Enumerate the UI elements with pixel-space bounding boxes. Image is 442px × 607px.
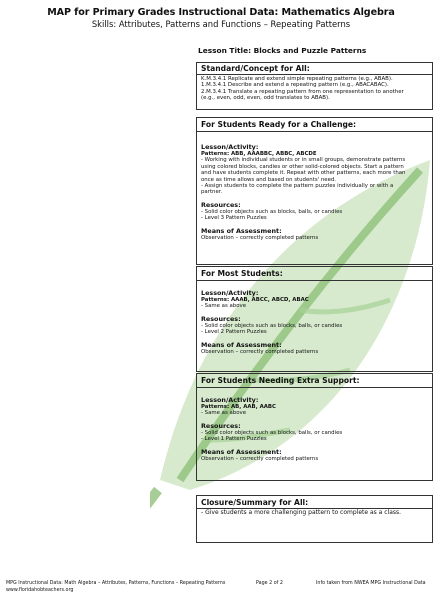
standard-box — [196, 62, 433, 110]
most-resources-heading: Resources: — [201, 314, 241, 323]
most-lesson-heading: Lesson/Activity: — [201, 289, 259, 297]
standard-line: 1.M.3.4.1 Describe and extend a repeating pattern (e.g., ABACABAC). — [201, 82, 389, 89]
standard-heading: Standard/Concept for All: — [197, 63, 432, 75]
support-heading: For Students Needing Extra Support: — [197, 374, 432, 388]
challenge-activity-line: partner. — [201, 189, 223, 196]
challenge-assessment: Observation – correctly completed patterns — [201, 234, 319, 241]
most-students-box — [196, 266, 433, 372]
closure-line: - Give students a more challenging pattern to complete as a class. — [201, 509, 402, 516]
challenge-activity-line: - Assign students to complete the pattern puzzles individually or with a — [201, 183, 394, 190]
support-resources-heading: Resources: — [201, 421, 241, 430]
most-resource: - Solid color objects such as blocks, balls, or candies — [201, 322, 343, 329]
challenge-patterns: Patterns: ABB, AAABBC, ABBC, ABCDE — [201, 151, 317, 157]
footer-source: Info taken from NWEA MPG Instructional Data — [316, 581, 426, 586]
most-patterns: Patterns: AAAB, ABCC, ABCD, ABAC — [201, 297, 309, 303]
standard-line: (e.g., even, odd, even, odd translates to ABAB). — [201, 95, 330, 102]
challenge-activity-line: and have students complete it. Repeat with other patterns, each more than — [201, 170, 406, 177]
challenge-resources-heading: Resources: — [201, 200, 241, 209]
footer-website: www.floridahobteachers.org — [6, 588, 74, 593]
challenge-heading: For Students Ready for a Challenge: — [197, 118, 432, 132]
challenge-box — [196, 117, 433, 265]
support-assessment-heading: Means of Assessment: — [201, 447, 282, 456]
challenge-activity-line: once as time allows and based on students' need. — [201, 176, 337, 183]
lesson-title: Lesson Title: Blocks and Puzzle Patterns — [198, 46, 367, 55]
support-lesson-heading: Lesson/Activity: — [201, 396, 259, 404]
most-activity-line: - Same as above — [201, 303, 247, 310]
challenge-resource: - Solid color objects such as blocks, balls, or candies — [201, 208, 343, 215]
support-resource: - Solid color objects such as blocks, balls, or candies — [201, 429, 343, 436]
document-subtitle: Skills: Attributes, Patterns and Functions – Repeating Patterns — [91, 19, 351, 29]
document-title: MAP for Primary Grades Instructional Data: Mathematics Algebra — [47, 7, 395, 18]
support-activity-line: - Same as above — [201, 410, 247, 417]
most-assessment-heading: Means of Assessment: — [201, 340, 282, 349]
support-patterns: Patterns: AB, AAB, AABC — [201, 404, 276, 410]
standard-line: 2.M.3.4.1 Translate a repeating pattern from one representation to another — [201, 88, 404, 95]
challenge-resource: - Level 3 Pattern Puzzles — [201, 215, 267, 222]
extra-support-box — [196, 373, 433, 481]
challenge-activity-line: - Working with individual students or in small groups, demonstrate patterns — [201, 157, 406, 164]
challenge-activity-line: using colored blocks, candies or other solid-colored objects. Start a pattern — [201, 163, 404, 170]
closure-heading: Closure/Summary for All: — [197, 496, 432, 509]
most-assessment: Observation – correctly completed patterns — [201, 348, 319, 355]
document-header — [0, 7, 442, 29]
support-resource: - Level 1 Pattern Puzzles — [201, 436, 267, 443]
most-heading: For Most Students: — [197, 267, 432, 281]
closure-box — [196, 495, 433, 543]
standard-line: K.M.3.4.1 Replicate and extend simple repeating patterns (e.g., ABAB). — [201, 76, 393, 82]
most-resource: - Level 2 Pattern Puzzles — [201, 329, 267, 336]
support-assessment: Observation – correctly completed patterns — [201, 455, 319, 462]
page-footer — [6, 581, 442, 593]
challenge-lesson-heading: Lesson/Activity: — [201, 143, 259, 151]
footer-document-info: MPG Instructional Data: Math Algebra – Attributes, Patterns, Functions – Repeating Patterns — [6, 581, 226, 586]
footer-page-number: Page 2 of 2 — [256, 581, 283, 586]
challenge-assessment-heading: Means of Assessment: — [201, 226, 282, 235]
